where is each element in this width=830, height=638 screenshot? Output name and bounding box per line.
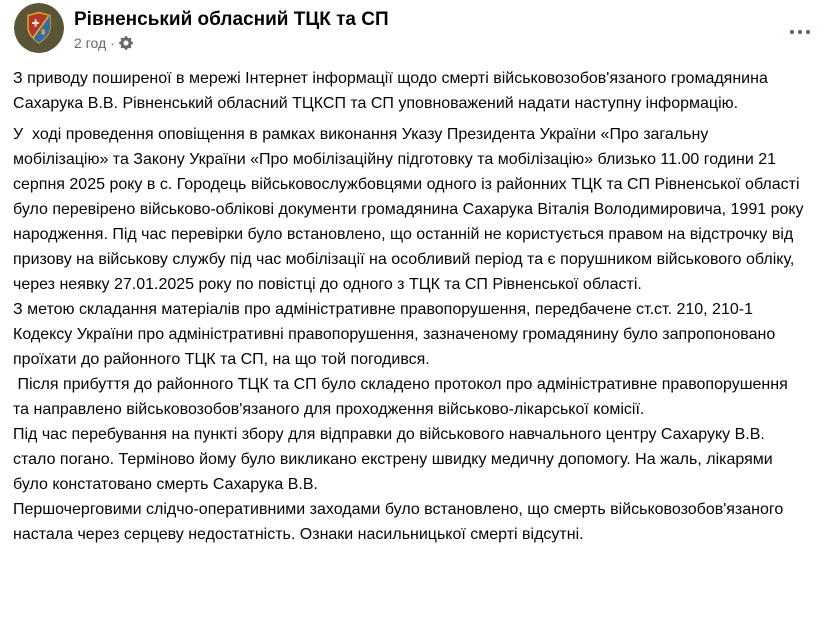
post-paragraph: У ході проведення оповіщення в рамках виконання Указу Президента України «Про загальну мобілізацію» та Закону України «Про мобілізаційну підготовку та мобілізацію» близько 11.00 години 21 серпня 2025 року в с. Городець військовослужбовцями одного із районних ТЦК та СП Рівненської області було перевірено військово-облікові документи громадянина Сахарука Віталія Володимировича, 1991 року народження. Під час перевірки було встановлено, що останній не користується правом на відстрочку від призову на військову службу під час мобілізації на особливий період та є порушником військового обліку, через неявку 27.01.2025 року по повістці до одного з ТЦК та СП Рівненської області.: [13, 126, 808, 293]
post-paragraph: Після прибуття до районного ТЦК та СП було складено протокол про адміністративне правопорушення та направлено військовозобов'язаного для проходження військово-лікарської комісії.: [13, 376, 793, 418]
meta-separator: ·: [110, 35, 115, 51]
post-timestamp[interactable]: 2 год: [74, 35, 107, 51]
post-paragraph: З приводу поширеної в мережі Інтернет інформації щодо смерті військовозобов'язаного громадянина Сахарука В.В. Рівненський обласний ТЦКСП та СП уповноважений надати наступну інформацію.: [13, 70, 777, 112]
three-dots-more-icon: [789, 29, 811, 35]
post-paragraph: З метою складання матеріалів про адміністративне правопорушення, передбачене ст.ст. 210, 210-1 Кодексу України про адміністративні правопорушення, зазначеному громадянину було запропоновано проїхати до районного ТЦК та СП, на що той погодився.: [13, 301, 780, 368]
post-paragraph: Першочерговими слідчо-оперативними заходами було встановлено, що смерть військовозобов'язаного настала через серцеву недостатність. Ознаки насильницької смерті відсутні.: [13, 501, 788, 543]
post-meta-line: [74, 34, 389, 52]
header-meta: [74, 3, 389, 52]
privacy-gear-icon: [119, 36, 133, 50]
more-options-button[interactable]: [786, 22, 814, 42]
post-header: [0, 0, 830, 53]
post-paragraph: Під час перебування на пункті збору для відправки до військового навчального центру Сахаруку В.В. стало погано. Терміново йому було викликано екстрену швидку медичну допомогу. На жаль, лікарями було констатовано смерть Сахарука В.В.: [13, 426, 778, 493]
page-avatar[interactable]: [14, 3, 64, 53]
page-name-link[interactable]: Рівненський обласний ТЦК та СП: [74, 9, 389, 30]
military-unit-shield-emblem-icon: [14, 3, 64, 53]
post-text: [0, 53, 830, 547]
